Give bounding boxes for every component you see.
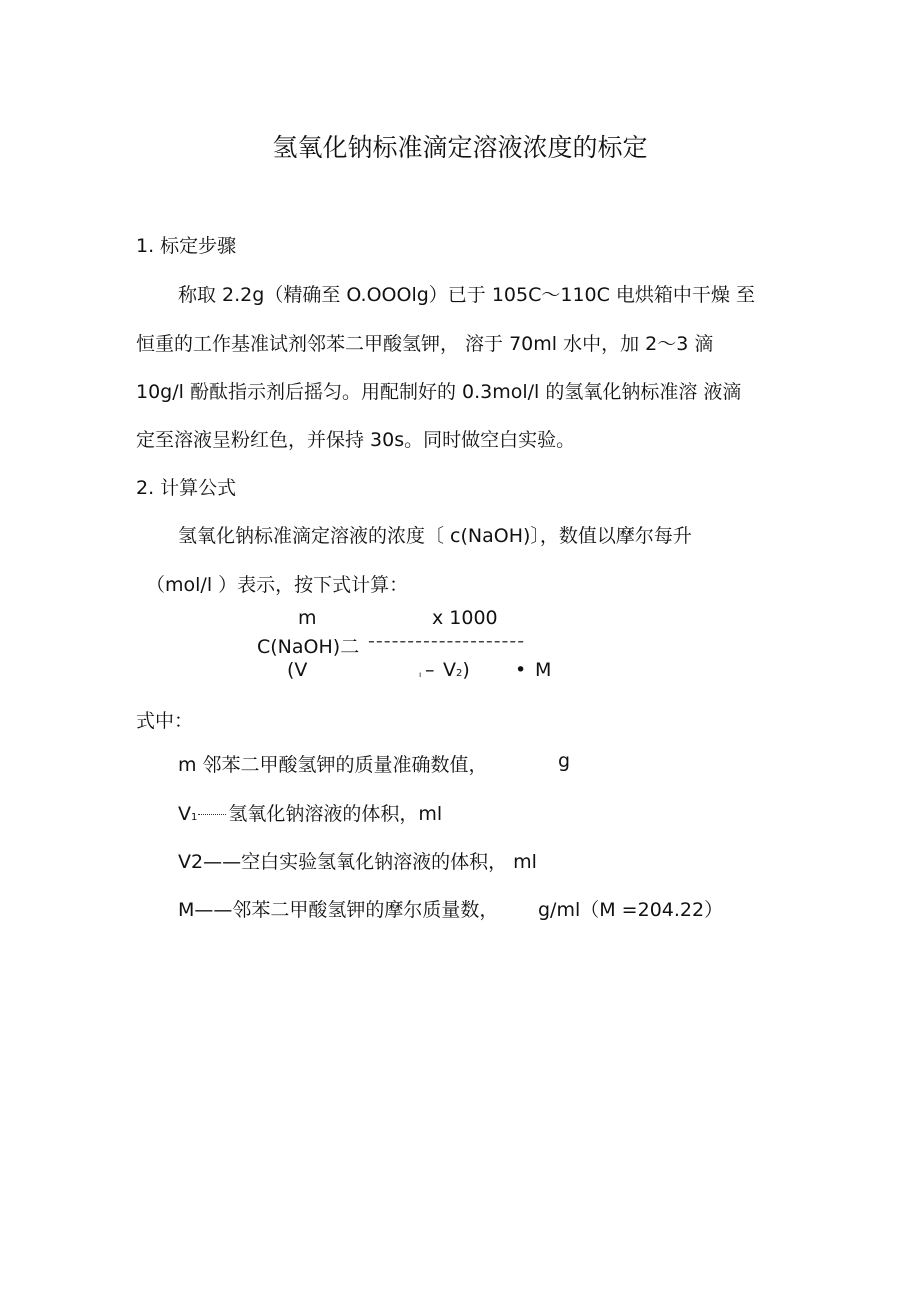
formula-fraction-bar: --------------------: [368, 630, 526, 652]
steps-line-3: 10g/l 酚酞指示剂后摇匀。用配制好的 0.3mol/l 的氢氧化钠标准溶 液滴: [136, 381, 742, 403]
formula-numerator-x1000: x 1000: [432, 607, 498, 629]
def-M-unit: g/ml（M =204.22）: [538, 899, 724, 921]
def-M: M——邻苯二甲酸氢钾的摩尔质量数，: [178, 899, 499, 921]
steps-line-2: 恒重的工作基准试剂邻苯二甲酸氢钾， 溶于 70ml 水中，加 2〜3 滴: [136, 333, 714, 355]
section-heading-steps: 1. 标定步骤: [136, 235, 237, 257]
formula-denominator-sub1: ı: [419, 670, 422, 679]
steps-line-1: 称取 2.2g（精确至 O.OOOlg）已于 105C〜110C 电烘箱中干燥 至: [178, 284, 755, 306]
def-v2: V2——空白实验氢氧化钠溶液的体积， ml: [178, 851, 537, 873]
formula-denominator-dot: •: [515, 659, 527, 681]
formula-intro-line-2: （mol/l ）表示，按下式计算：: [146, 574, 409, 596]
formula-denominator-m: M: [535, 659, 552, 681]
where-label: 式中：: [136, 710, 194, 732]
def-v1: V1 氢氧化钠溶液的体积，ml: [178, 803, 443, 825]
formula-numerator-m: m: [298, 607, 317, 629]
formula-denominator-v2: V2): [443, 659, 470, 681]
steps-line-4: 定至溶液呈粉红色，并保持 30s。同时做空白实验。: [136, 429, 576, 451]
page-title: 氢氧化钠标准滴定溶液浓度的标定: [272, 133, 648, 162]
section-heading-formula: 2. 计算公式: [136, 477, 237, 499]
def-m-unit: g: [558, 750, 571, 772]
def-m: m 邻苯二甲酸氢钾的质量准确数值，: [178, 754, 488, 776]
formula-intro-line-1: 氢氧化钠标准滴定溶液的浓度〔 c(NaOH)〕，数值以摩尔每升: [178, 525, 692, 547]
dash-leader: [198, 814, 226, 815]
formula-denominator-v: (V: [287, 659, 308, 681]
formula-denominator-minus: –: [425, 659, 435, 681]
formula-lhs: C(NaOH)二: [257, 636, 360, 658]
